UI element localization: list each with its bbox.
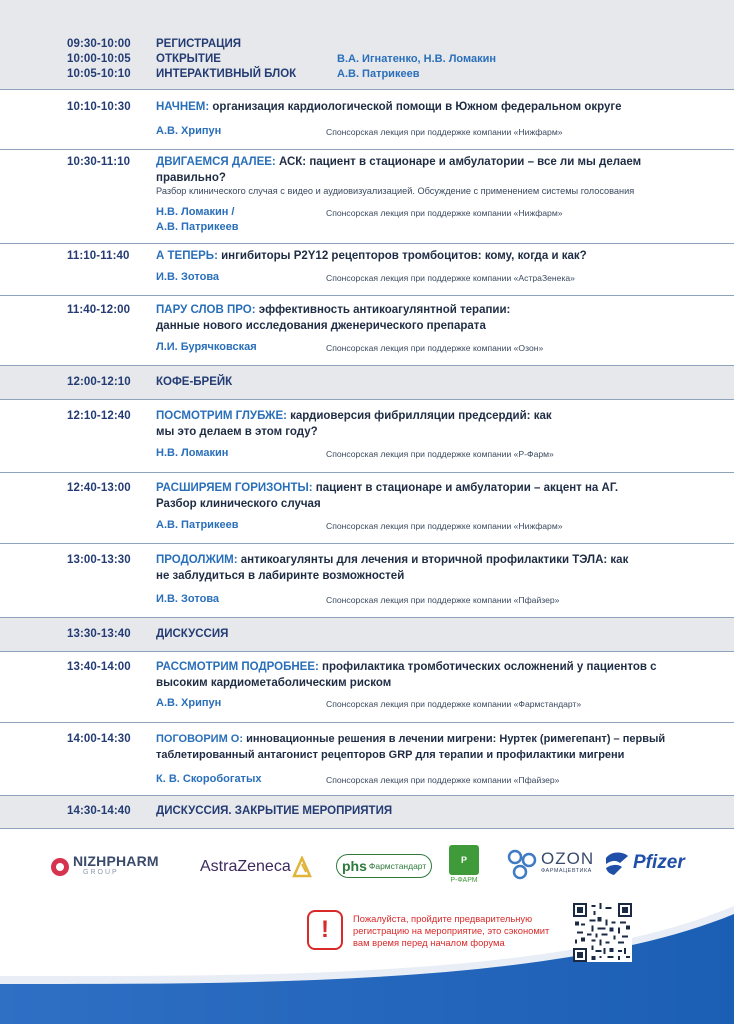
session-title bbox=[156, 100, 716, 116]
session-speaker: А.В. Хрипун bbox=[156, 697, 222, 709]
session-time: 10:10-10:30 bbox=[67, 101, 131, 113]
astrazeneca-name: AstraZeneca bbox=[200, 858, 291, 875]
time-opening: 10:00-10:05 bbox=[67, 53, 131, 65]
nizhpharm-name: NIZHPHARM bbox=[73, 853, 159, 869]
astrazeneca-icon bbox=[292, 856, 312, 878]
session-row bbox=[0, 244, 734, 296]
break-title: КОФЕ-БРЕЙК bbox=[156, 376, 233, 388]
session-sponsor: Спонсорская лекция при поддержке компании «Озон» bbox=[326, 343, 544, 353]
session-sponsor: Спонсорская лекция при поддержке компании «Пфайзер» bbox=[326, 595, 560, 605]
session-row bbox=[0, 544, 734, 618]
session-speaker: Н.В. Ломакин / bbox=[156, 206, 235, 218]
session-row bbox=[0, 652, 734, 723]
session-title bbox=[156, 249, 716, 265]
rpharm-name: Р-ФАРМ bbox=[450, 877, 478, 884]
session-sponsor: Спонсорская лекция при поддержке компании «Нижфарм» bbox=[326, 521, 563, 531]
session-title bbox=[156, 303, 541, 334]
pharmstandard-name: Фармстандарт bbox=[368, 861, 427, 871]
rpharm-logo bbox=[449, 845, 479, 884]
pharmstandard-mark: phs bbox=[342, 858, 367, 874]
session-speaker: А.В. Патрикеев bbox=[156, 519, 239, 531]
session-time: 14:00-14:30 bbox=[67, 733, 131, 745]
session-topic: инновационные решения в лечении мигрени: Нуртек (римегепант) – первый таблетированный антагонист рецепторов GRP для терапии и профилактики мигрени bbox=[156, 733, 666, 761]
session-title bbox=[156, 732, 716, 763]
session-topic: ингибиторы P2Y12 рецепторов тромбоцитов: кому, когда и как? bbox=[217, 250, 587, 262]
session-topic: пациент в стационаре и амбулатории – акцент на АГ. Разбор клинического случая bbox=[156, 482, 619, 510]
pfizer-logo bbox=[602, 848, 685, 878]
opening-block bbox=[0, 0, 734, 90]
break-time: 12:00-12:10 bbox=[67, 376, 131, 388]
session-keyword: ПАРУ СЛОВ ПРО: bbox=[156, 304, 256, 316]
time-interactive: 10:05-10:10 bbox=[67, 68, 131, 80]
ozon-sub: ФАРМАЦЕВТИКА bbox=[541, 868, 592, 874]
session-time: 10:30-11:10 bbox=[67, 156, 131, 168]
session-row bbox=[0, 90, 734, 150]
session-speaker: И.В. Зотова bbox=[156, 593, 220, 605]
break-time: 13:30-13:40 bbox=[67, 628, 131, 640]
break-row bbox=[0, 796, 734, 829]
session-keyword: ДВИГАЕМСЯ ДАЛЕЕ: bbox=[156, 156, 276, 168]
title-interactive: ИНТЕРАКТИВНЫЙ БЛОК bbox=[156, 68, 297, 80]
break-row bbox=[0, 366, 734, 400]
ozon-logo bbox=[506, 848, 594, 882]
session-sponsor: Спонсорская лекция при поддержке компании «Пфайзер» bbox=[326, 775, 560, 785]
session-topic: антикоагулянты для лечения и вторичной профилактики ТЭЛА: как не заблудиться в лабиринте возможностей bbox=[156, 554, 629, 582]
sponsor-logos bbox=[0, 838, 734, 898]
session-row bbox=[0, 150, 734, 244]
session-speaker: А.В. Хрипун bbox=[156, 125, 222, 137]
session-time: 11:10-11:40 bbox=[67, 250, 130, 262]
session-row bbox=[0, 400, 734, 473]
break-title: ДИСКУССИЯ bbox=[156, 628, 229, 640]
session-sponsor: Спонсорская лекция при поддержке компании «Фармстандарт» bbox=[326, 699, 582, 709]
speaker-opening: В.А. Игнатенко, Н.В. Ломакин bbox=[337, 53, 497, 65]
break-row bbox=[0, 618, 734, 652]
session-speaker: Н.В. Ломакин bbox=[156, 447, 229, 459]
session-keyword: А ТЕПЕРЬ: bbox=[156, 250, 218, 262]
ozon-icon bbox=[506, 848, 540, 882]
warning-icon: ! bbox=[307, 910, 343, 950]
session-sponsor: Спонсорская лекция при поддержке компании «Нижфарм» bbox=[326, 208, 563, 218]
nizhpharm-sub: GROUP bbox=[83, 869, 119, 876]
session-sponsor: Спонсорская лекция при поддержке компании «АстраЗенека» bbox=[326, 273, 575, 283]
speaker-interactive: А.В. Патрикеев bbox=[337, 68, 420, 80]
session-row bbox=[0, 473, 734, 544]
break-time: 14:30-14:40 bbox=[67, 805, 131, 817]
time-registration: 09:30-10:00 bbox=[67, 38, 131, 50]
session-time: 12:10-12:40 bbox=[67, 410, 131, 422]
break-title: ДИСКУССИЯ. ЗАКРЫТИЕ МЕРОПРИЯТИЯ bbox=[156, 805, 393, 817]
pharmstandard-logo bbox=[336, 854, 432, 878]
session-speaker: К. В. Скоробогатых bbox=[156, 773, 262, 785]
rpharm-icon: Р bbox=[449, 845, 479, 875]
nizhpharm-icon bbox=[50, 857, 70, 877]
session-title bbox=[156, 660, 676, 691]
session-row bbox=[0, 723, 734, 796]
session-title bbox=[156, 409, 556, 440]
session-topic: профилактика тромботических осложнений у пациентов с высоким кардиометаболическим риском bbox=[156, 661, 657, 689]
session-keyword: РАССМОТРИМ ПОДРОБНЕЕ: bbox=[156, 661, 319, 673]
pfizer-icon bbox=[602, 848, 632, 878]
session-topic: организация кардиологической помощи в Южном федеральном округе bbox=[209, 101, 622, 113]
title-opening: ОТКРЫТИЕ bbox=[156, 53, 221, 65]
session-topic: АСК: пациент в стационаре и амбулатории – все ли мы делаем правильно? bbox=[156, 156, 642, 184]
astrazeneca-logo bbox=[200, 856, 312, 878]
session-sponsor: Спонсорская лекция при поддержке компании «Нижфарм» bbox=[326, 127, 563, 137]
session-keyword: ПОСМОТРИМ ГЛУБЖЕ: bbox=[156, 410, 287, 422]
session-keyword: РАСШИРЯЕМ ГОРИЗОНТЫ: bbox=[156, 482, 313, 494]
session-keyword: ПОГОВОРИМ О: bbox=[156, 733, 244, 745]
session-speaker-second: А.В. Патрикеев bbox=[156, 221, 239, 233]
registration-notice: Пожалуйста, пройдите предварительную регистрацию на мероприятие, это сэкономит вам время перед началом форума bbox=[353, 913, 550, 948]
session-title bbox=[156, 553, 636, 584]
session-time: 12:40-13:00 bbox=[67, 482, 131, 494]
session-time: 13:40-14:00 bbox=[67, 661, 131, 673]
session-keyword: НАЧНЕМ: bbox=[156, 101, 210, 113]
session-topic: кардиоверсия фибрилляции предсердий: как мы это делаем в этом году? bbox=[156, 410, 552, 438]
title-registration: РЕГИСТРАЦИЯ bbox=[156, 38, 242, 50]
nizhpharm-logo bbox=[50, 853, 159, 878]
session-sponsor: Спонсорская лекция при поддержке компании «Р-Фарм» bbox=[326, 449, 554, 459]
session-row bbox=[0, 296, 734, 366]
pfizer-name: Pfizer bbox=[633, 852, 685, 873]
session-title bbox=[156, 481, 646, 512]
qr-code[interactable] bbox=[573, 903, 632, 962]
ozon-name: OZON bbox=[541, 849, 595, 868]
session-speaker: И.В. Зотова bbox=[156, 271, 220, 283]
session-subtitle: Разбор клинического случая с видео и аудиовизуализацией. Обсуждение с применением системы голосования bbox=[156, 186, 635, 196]
session-time: 13:00-13:30 bbox=[67, 554, 131, 566]
session-time: 11:40-12:00 bbox=[67, 304, 131, 316]
session-speaker: Л.И. Бурячковская bbox=[156, 341, 257, 353]
session-topic: эффективность антикоагулянтной терапии: данные нового исследования дженерического препарата bbox=[156, 304, 511, 332]
session-title bbox=[156, 155, 676, 186]
session-keyword: ПРОДОЛЖИМ: bbox=[156, 554, 238, 566]
